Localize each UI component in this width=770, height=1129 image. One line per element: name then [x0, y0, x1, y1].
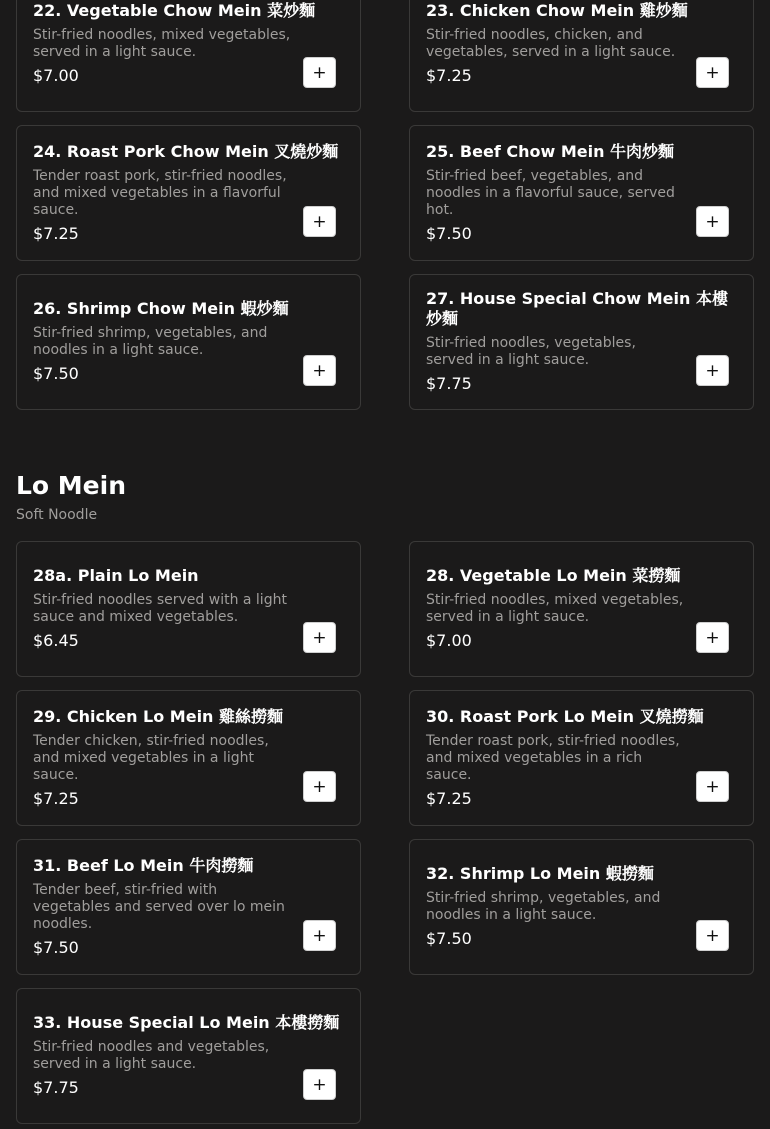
add-to-cart-button[interactable]: +: [696, 206, 729, 237]
menu-item-price: $7.25: [33, 788, 79, 808]
menu-item-price: $7.25: [426, 788, 472, 808]
menu-item-price: $7.50: [426, 223, 472, 243]
menu-item-price: $7.00: [33, 66, 79, 85]
menu-item-title: 28. Vegetable Lo Mein 菜撈麵: [426, 566, 681, 585]
menu-item-card[interactable]: [16, 125, 361, 261]
menu-item-card[interactable]: [16, 274, 361, 410]
menu-item-description: Tender roast pork, stir-fried noodles, and mixed vegetables in a rich sauce.: [426, 732, 680, 783]
add-to-cart-button[interactable]: +: [696, 622, 729, 653]
menu-item-description: Stir-fried noodles served with a light sauce and mixed vegetables.: [33, 592, 287, 625]
menu-item-title: 30. Roast Pork Lo Mein 叉燒撈麵: [426, 706, 704, 726]
menu-item-card[interactable]: [409, 0, 754, 112]
menu-item-price: $7.50: [33, 364, 79, 383]
menu-item-title: 25. Beef Chow Mein 牛肉炒麵: [426, 141, 675, 161]
menu-item-price: $7.75: [426, 374, 472, 393]
menu-item-description: Stir-fried beef, vegetables, and noodles in a flavorful sauce, served hot.: [426, 167, 675, 218]
menu-item-card[interactable]: [409, 541, 754, 677]
menu-item-description: Tender chicken, stir-fried noodles, and mixed vegetables in a light sauce.: [33, 732, 269, 783]
menu-item-card[interactable]: [16, 690, 361, 826]
add-to-cart-button[interactable]: +: [696, 771, 729, 802]
add-to-cart-button[interactable]: +: [303, 622, 336, 653]
menu-item-description: Tender beef, stir-fried with vegetables and served over lo mein noodles.: [33, 881, 285, 932]
menu-item-title: 22. Vegetable Chow Mein 菜炒麵: [33, 1, 316, 20]
menu-item-title: 24. Roast Pork Chow Mein 叉燒炒麵: [33, 141, 339, 161]
add-to-cart-button[interactable]: +: [303, 57, 336, 88]
menu-item-description: Stir-fried noodles, vegetables, served in a light sauce.: [426, 335, 636, 368]
menu-item-price: $6.45: [33, 631, 79, 650]
menu-item-card[interactable]: [16, 0, 361, 112]
menu-item-title: 28a. Plain Lo Mein: [33, 566, 199, 585]
chow-mein-grid: [16, 0, 754, 410]
menu-item-card[interactable]: [409, 690, 754, 826]
menu-item-card[interactable]: [16, 839, 361, 975]
menu-item-description: Stir-fried shrimp, vegetables, and noodles in a light sauce.: [33, 325, 268, 358]
add-to-cart-button[interactable]: +: [696, 57, 729, 88]
menu-item-price: $7.25: [426, 66, 472, 85]
menu-item-card[interactable]: [409, 274, 754, 410]
menu-item-price: $7.75: [33, 1078, 79, 1097]
menu-item-price: $7.25: [33, 223, 79, 243]
menu-item-description: Stir-fried noodles and vegetables, served in a light sauce.: [33, 1039, 270, 1072]
add-to-cart-button[interactable]: +: [303, 771, 336, 802]
menu-item-title: 27. House Special Chow Mein 本樓炒麵: [426, 289, 728, 328]
add-to-cart-button[interactable]: +: [303, 920, 336, 951]
menu-item-card[interactable]: [16, 988, 361, 1124]
lo-mein-grid: [16, 541, 754, 1124]
menu-item-description: Stir-fried shrimp, vegetables, and noodles in a light sauce.: [426, 890, 661, 923]
section-subtitle: Soft Noodle: [16, 507, 98, 523]
menu-item-description: Stir-fried noodles, chicken, and vegetables, served in a light sauce.: [426, 27, 676, 60]
menu-item-title: 26. Shrimp Chow Mein 蝦炒麵: [33, 299, 289, 318]
add-to-cart-button[interactable]: +: [696, 355, 729, 386]
add-to-cart-button[interactable]: +: [303, 1069, 336, 1100]
menu-item-price: $7.50: [426, 929, 472, 948]
add-to-cart-button[interactable]: +: [696, 920, 729, 951]
menu-item-title: 32. Shrimp Lo Mein 蝦撈麵: [426, 864, 654, 883]
section-title: Lo Mein: [16, 471, 127, 500]
section-header-lo-mein: [16, 470, 126, 524]
menu-item-title: 33. House Special Lo Mein 本樓撈麵: [33, 1013, 340, 1032]
menu-item-title: 23. Chicken Chow Mein 雞炒麵: [426, 1, 688, 20]
menu-item-title: 31. Beef Lo Mein 牛肉撈麵: [33, 855, 254, 875]
menu-item-price: $7.00: [426, 631, 472, 650]
add-to-cart-button[interactable]: +: [303, 355, 336, 386]
menu-item-card[interactable]: [16, 541, 361, 677]
add-to-cart-button[interactable]: +: [303, 206, 336, 237]
menu-item-card[interactable]: [409, 839, 754, 975]
menu-item-description: Tender roast pork, stir-fried noodles, and mixed vegetables in a flavorful sauce.: [33, 167, 287, 218]
menu-item-price: $7.50: [33, 937, 79, 957]
menu-item-title: 29. Chicken Lo Mein 雞絲撈麵: [33, 706, 284, 726]
menu-item-description: Stir-fried noodles, mixed vegetables, served in a light sauce.: [426, 592, 684, 625]
menu-item-card[interactable]: [409, 125, 754, 261]
menu-item-description: Stir-fried noodles, mixed vegetables, served in a light sauce.: [33, 27, 291, 60]
